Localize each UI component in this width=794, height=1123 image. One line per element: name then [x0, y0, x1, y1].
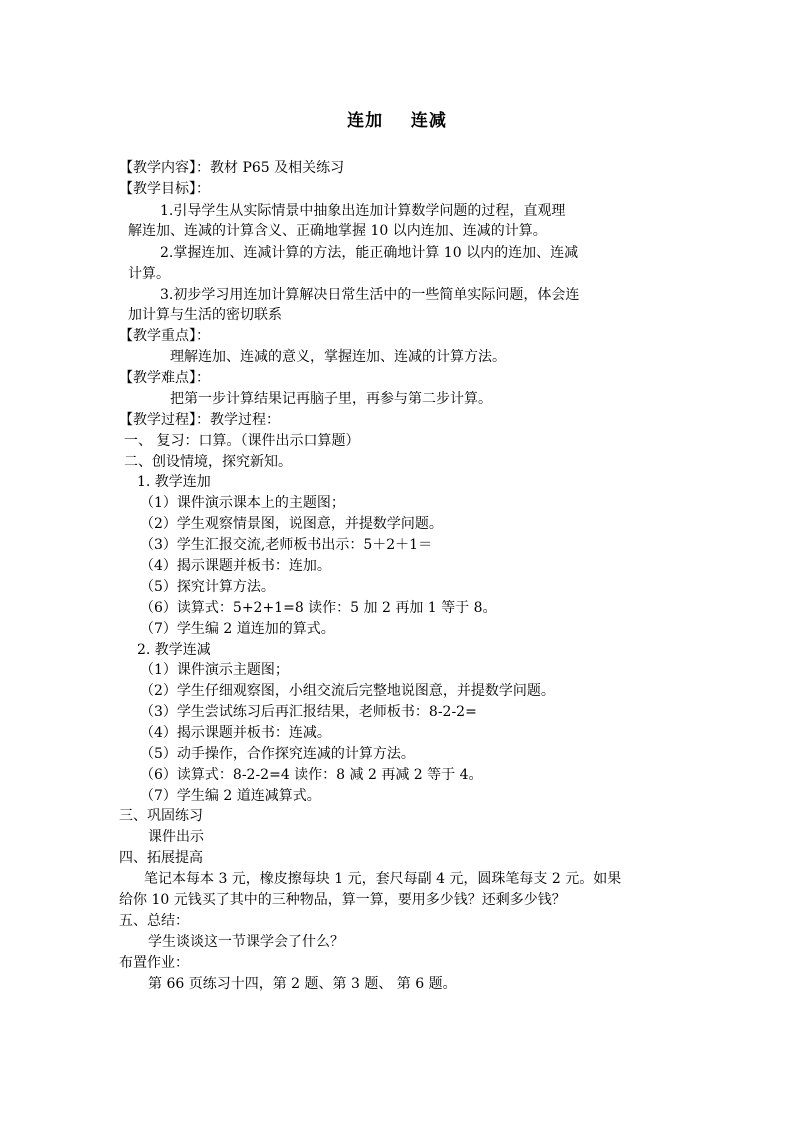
goal-3-line-1: 3.初步学习用连加计算解决日常生活中的一些简单实际问题，体会连	[160, 287, 580, 303]
section-5-heading: 五、总结：	[119, 913, 189, 929]
section-1-review: 一、 复习：口算。（课件出示口算题）	[124, 433, 360, 449]
difficulties-text: 把第一步计算结果记再脑子里，再参与第二步计算。	[170, 391, 492, 407]
section-5-text: 学生谈谈这一节课学会了什么？	[148, 934, 344, 950]
subtraction-step-3: （3）学生尝试练习后再汇报结果，老师板书：8-2-2=	[140, 704, 477, 720]
subtraction-step-7: （7）学生编 2 道连减算式。	[140, 788, 321, 804]
document-title: 连加 连减	[347, 111, 447, 131]
section-4-heading: 四、拓展提高	[119, 850, 203, 866]
subtraction-step-6: （6）读算式：8-2-2=4 读作：8 减 2 再减 2 等于 4。	[140, 767, 483, 783]
section-4-problem-line-2: 给你 10 元钱买了其中的三种物品，算一算，要用多少钱？还剩多少钱？	[119, 892, 566, 908]
section-4-problem-line-1: 笔记本每本 3 元，橡皮擦每块 1 元，套尺每副 4 元，圆珠笔每支 2 元。如果	[144, 871, 622, 887]
addition-step-3: （3）学生汇报交流,老师板书出示：5＋2＋1＝	[140, 537, 433, 553]
goal-1-line-1: 1.引导学生从实际情景中抽象出连加计算数学问题的过程，直观理	[160, 203, 566, 219]
goal-2-line-2: 计算。	[128, 266, 170, 282]
addition-step-7: （7）学生编 2 道连加的算式。	[140, 621, 335, 637]
subsection-addition-heading: 1. 教学连加	[137, 474, 211, 490]
homework-text: 第 66 页练习十四，第 2 题、第 3 题、 第 6 题。	[148, 976, 457, 992]
subtraction-step-5: （5）动手操作，合作探究连减的计算方法。	[140, 746, 415, 762]
difficulties-heading: 【教学难点】：	[119, 370, 210, 386]
subtraction-step-1: （1）课件演示主题图；	[140, 662, 289, 678]
addition-step-5: （5）探究计算方法。	[140, 579, 275, 595]
addition-step-6: （6）读算式：5+2+1=8 读作：5 加 2 再加 1 等于 8。	[140, 600, 497, 616]
addition-step-1: （1）课件演示课本上的主题图；	[140, 495, 345, 511]
goal-2-line-1: 2.掌握连加、连减计算的方法，能正确地计算 10 以内的连加、连减	[160, 245, 579, 261]
subsection-subtraction-heading: 2. 教学连减	[137, 642, 211, 658]
key-points-heading: 【教学重点】：	[119, 328, 210, 344]
section-3-heading: 三、巩固练习	[119, 808, 203, 824]
subtraction-step-4: （4）揭示课题并板书：连减。	[140, 725, 331, 741]
subtraction-step-2: （2）学生仔细观察图，小组交流后完整地说图意，并提数学问题。	[140, 683, 555, 699]
teaching-content-line: 【教学内容】：教材 P65 及相关练习	[119, 160, 345, 176]
process-heading: 【教学过程】：教学过程：	[119, 412, 280, 428]
key-points-text: 理解连加、连减的意义，掌握连加、连减的计算方法。	[170, 349, 506, 365]
section-3-text: 课件出示	[148, 829, 204, 845]
addition-step-4: （4）揭示课题并板书：连加。	[140, 558, 331, 574]
section-2-heading: 二、创设情境，探究新知。	[124, 454, 292, 470]
homework-heading: 布置作业：	[119, 955, 189, 971]
goal-1-line-2: 解连加、连减的计算含义、正确地掌握 10 以内连加、连减的计算。	[128, 223, 547, 239]
teaching-goals-heading: 【教学目标】：	[119, 181, 210, 197]
goal-3-line-2: 加计算与生活的密切联系	[128, 307, 282, 323]
addition-step-2: （2）学生观察情景图，说图意，并提数学问题。	[140, 516, 443, 532]
